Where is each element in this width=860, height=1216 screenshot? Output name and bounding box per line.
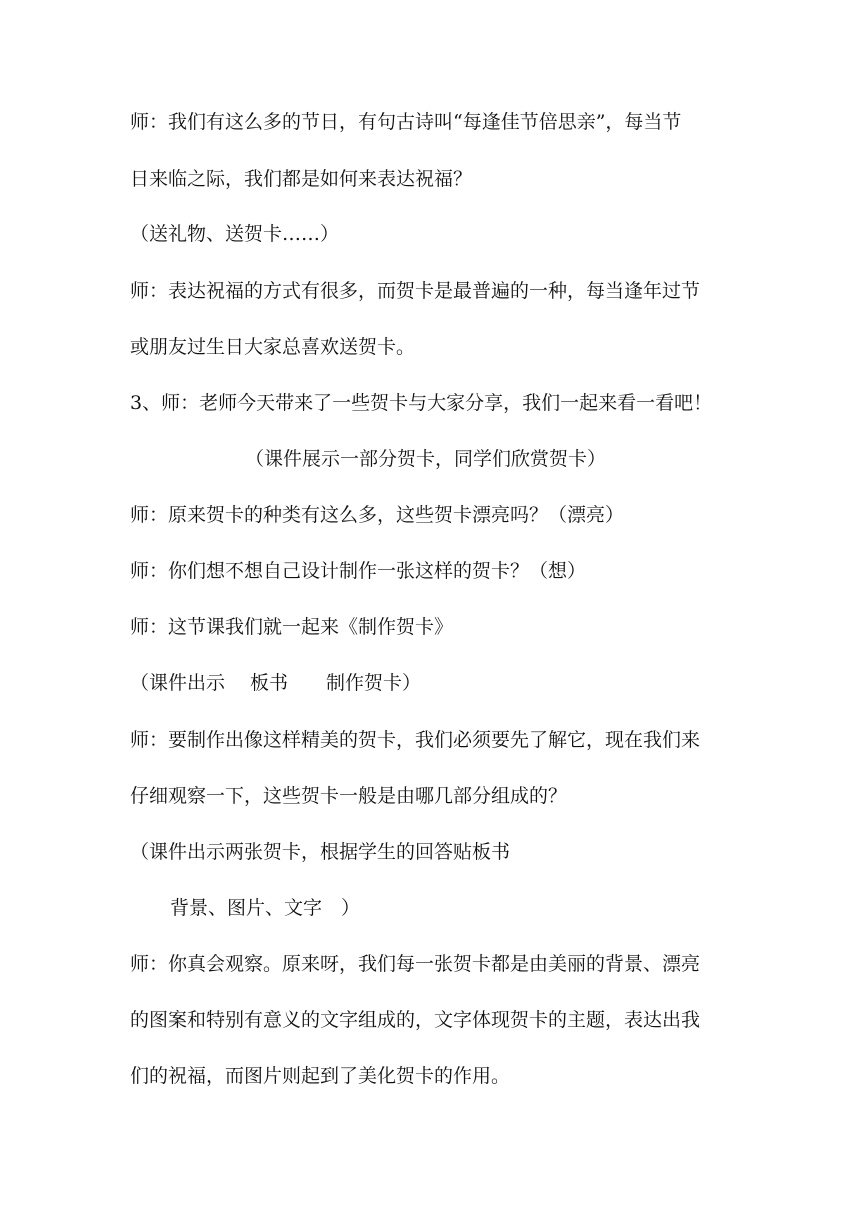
paragraph-line: 师：你真会观察。原来呀，我们每一张贺卡都是由美丽的背景、漂亮: [130, 953, 701, 975]
paragraph-line: 师：原来贺卡的种类有这么多，这些贺卡漂亮吗？（漂亮）: [130, 504, 625, 526]
stage-direction-line: （课件出示两张贺卡，根据学生的回答贴板书: [130, 841, 511, 863]
paragraph-line: 们的祝福，而图片则起到了美化贺卡的作用。: [130, 1065, 511, 1087]
stage-direction-line: （课件出示 板书 制作贺卡）: [130, 672, 422, 694]
paragraph-line: 师：我们有这么多的节日，有句古诗叫“每逢佳节倍思亲”，每当节: [130, 111, 682, 133]
stage-direction-line: （课件展示一部分贺卡，同学们欣赏贺卡）: [245, 448, 607, 470]
paragraph-line: 师：这节课我们就一起来《制作贺卡》: [130, 616, 454, 638]
paragraph-line: 或朋友过生日大家总喜欢送贺卡。: [130, 336, 416, 358]
paragraph-line: 3、师：老师今天带来了一些贺卡与大家分享，我们一起来看一看吧！: [130, 392, 713, 414]
board-content-line: 背景、图片、文字 ）: [170, 897, 361, 919]
paragraph-line: （送礼物、送贺卡……）: [130, 223, 340, 245]
paragraph-line: 仔细观察一下，这些贺卡一般是由哪几部分组成的？: [130, 785, 568, 807]
paragraph-line: 师：表达祝福的方式有很多，而贺卡是最普遍的一种，每当逢年过节: [130, 280, 701, 302]
paragraph-line: 师：要制作出像这样精美的贺卡，我们必须要先了解它，现在我们来: [130, 729, 701, 751]
paragraph-line: 日来临之际，我们都是如何来表达祝福？: [130, 168, 473, 190]
paragraph-line: 的图案和特别有意义的文字组成的，文字体现贺卡的主题，表达出我: [130, 1009, 701, 1031]
paragraph-line: 师：你们想不想自己设计制作一张这样的贺卡？（想）: [130, 560, 587, 582]
